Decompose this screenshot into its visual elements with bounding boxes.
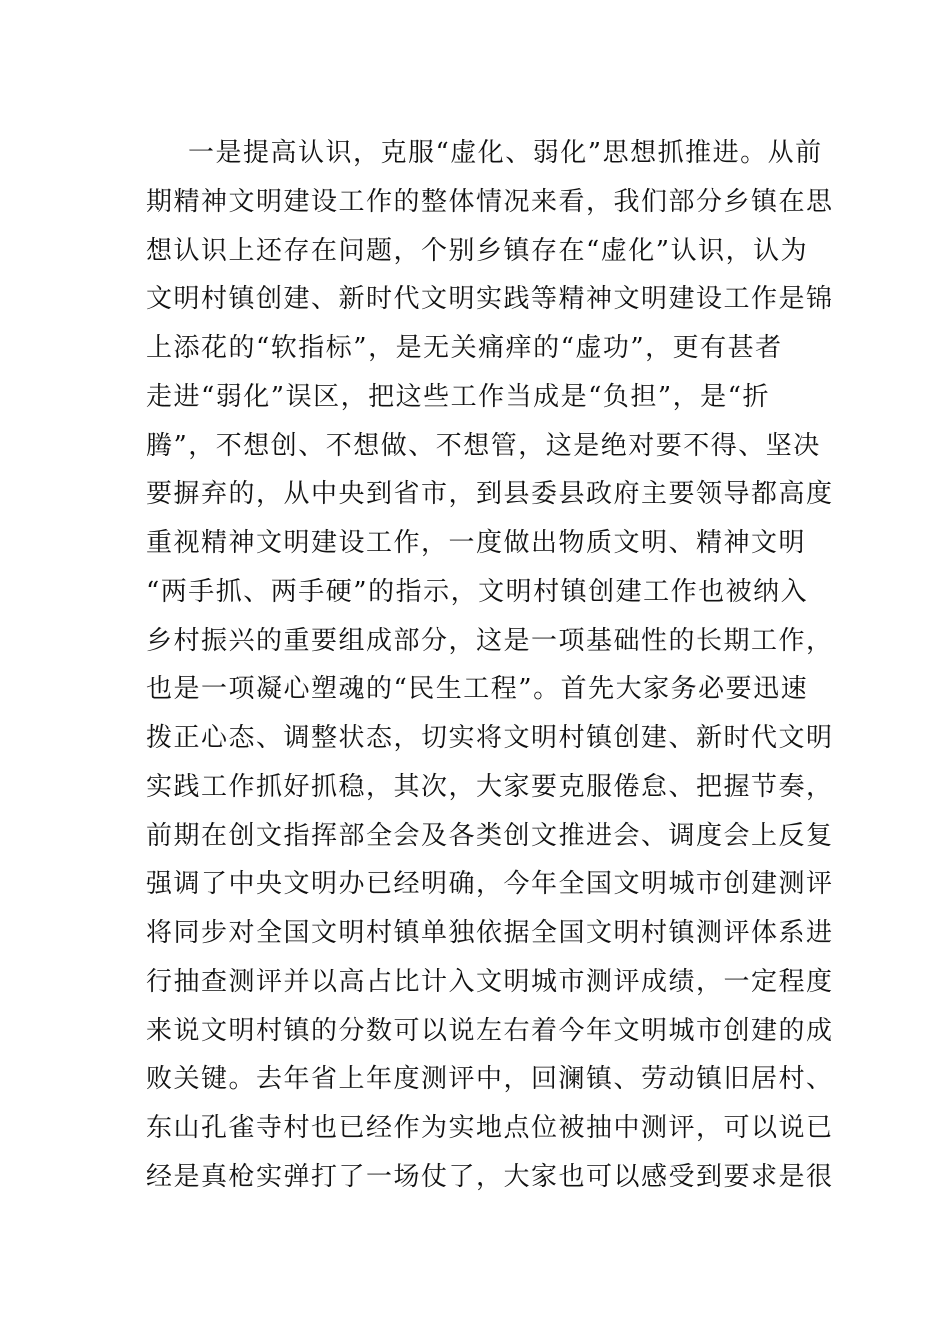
text-line: 期精神文明建设工作的整体情况来看，我们部分乡镇在思 [146, 186, 834, 217]
text-line: 一是提高认识，克服“虚化、弱化”思想抓推进。从前 [188, 138, 823, 168]
text-line: 走进“弱化”误区，把这些工作当成是“负担”，是“折 [146, 381, 770, 412]
text-line: 来说文明村镇的分数可以说左右着今年文明城市创建的成 [146, 1015, 834, 1046]
text-line: 东山孔雀寺村也已经作为实地点位被抽中测评，可以说已 [146, 1113, 834, 1143]
text-line: 腾”，不想创、不想做、不想管，这是绝对要不得、坚决 [146, 430, 821, 461]
text-line: 拨正心态、调整状态，切实将文明村镇创建、新时代文明 [146, 723, 834, 753]
text-line: 重视精神文明建设工作，一度做出物质文明、精神文明 [146, 528, 807, 558]
text-line: 实践工作抓好抓稳，其次，大家要克服倦怠、把握节奏， [146, 771, 834, 802]
text-line: 想认识上还存在问题，个别乡镇存在“虚化”认识，认为 [146, 235, 809, 266]
body-paragraph [146, 133, 834, 1206]
text-line: 文明村镇创建、新时代文明实践等精神文明建设工作是锦 [146, 284, 834, 315]
text-line: 要摒弃的，从中央到省市，到县委县政府主要领导都高度 [146, 479, 834, 510]
text-line: 前期在创文指挥部全会及各类创文推进会、调度会上反复 [146, 820, 834, 851]
text-line: 乡村振兴的重要组成部分，这是一项基础性的长期工作， [146, 625, 834, 656]
text-line: 也是一项凝心塑魂的“民生工程”。首先大家务必要迅速 [146, 674, 809, 705]
text-line: 将同步对全国文明村镇单独依据全国文明村镇测评体系进 [146, 918, 834, 948]
text-line: 经是真枪实弹打了一场仗了，大家也可以感受到要求是很 [146, 1161, 834, 1192]
text-line: “两手抓、两手硬”的指示，文明村镇创建工作也被纳入 [146, 576, 809, 607]
text-line: 强调了中央文明办已经明确，今年全国文明城市创建测评 [146, 869, 834, 900]
text-line: 败关键。去年省上年度测评中，回澜镇、劳动镇旧居村、 [146, 1064, 834, 1095]
text-line: 行抽查测评并以高占比计入文明城市测评成绩，一定程度 [146, 966, 834, 997]
text-line: 上添花的“软指标”，是无关痛痒的“虚功”，更有甚者 [146, 333, 783, 363]
